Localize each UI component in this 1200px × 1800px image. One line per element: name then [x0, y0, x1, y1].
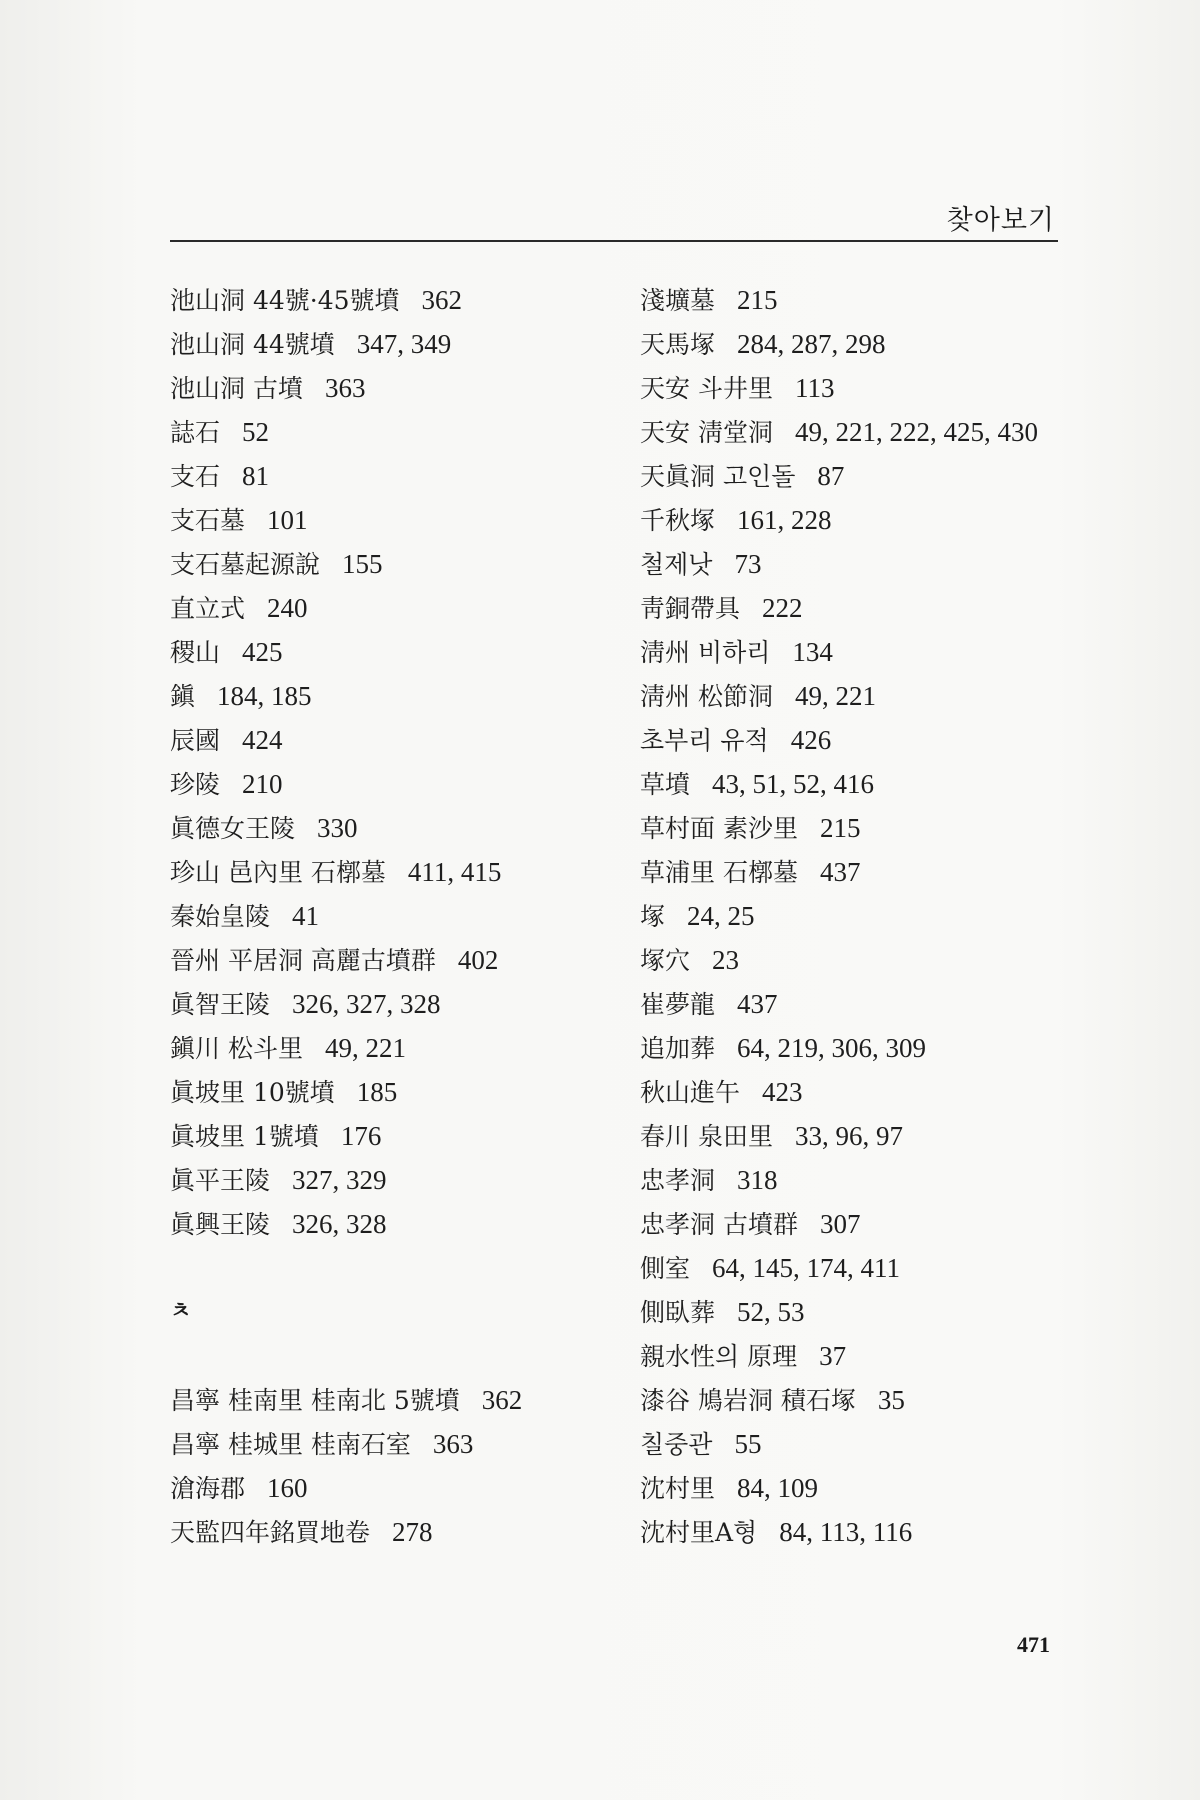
- index-entry: [640, 1334, 1080, 1378]
- index-page-refs: 425: [242, 637, 283, 667]
- index-page-refs: 363: [324, 373, 366, 403]
- index-page-refs: 37: [819, 1341, 847, 1371]
- index-page-refs: 284, 287, 298: [737, 329, 886, 359]
- index-page-refs: 402: [457, 945, 499, 975]
- index-term: 滄海郡: [170, 1474, 246, 1503]
- index-entry: [170, 278, 610, 322]
- index-entry: [170, 806, 610, 850]
- index-entry: [170, 850, 610, 894]
- index-page-refs: 362: [481, 1385, 523, 1415]
- index-page-refs: 134: [792, 637, 833, 667]
- index-page-refs: 240: [267, 593, 308, 623]
- index-term: 漆谷 鳩岩洞 積石塚: [640, 1386, 856, 1415]
- index-entry: [170, 454, 610, 498]
- index-page-refs: 24, 25: [687, 901, 755, 931]
- index-term: 親水性의 原理: [640, 1342, 798, 1371]
- index-term: 秋山進午: [640, 1078, 741, 1107]
- index-entry: [640, 806, 1080, 850]
- index-entry: [170, 1422, 610, 1466]
- index-page-refs: 326, 328: [292, 1209, 387, 1239]
- index-page-refs: 411, 415: [407, 857, 502, 887]
- index-page-refs: 278: [392, 1517, 433, 1547]
- index-term: 池山洞 44號墳: [170, 330, 335, 359]
- index-entry: [170, 894, 610, 938]
- index-page-refs: 113: [794, 373, 835, 403]
- page-number: 471: [1017, 1632, 1050, 1657]
- index-page-refs: 363: [432, 1429, 474, 1459]
- index-page-refs: 423: [762, 1077, 803, 1107]
- index-term: 草村面 素沙里: [640, 814, 798, 843]
- index-page-refs: 73: [734, 549, 762, 579]
- index-term: 淺壙墓: [640, 286, 716, 315]
- index-term: 沈村里: [640, 1474, 716, 1503]
- index-term: 側臥葬: [640, 1298, 716, 1327]
- running-head: 찾아보기: [946, 205, 1055, 236]
- index-page-refs: 327, 329: [292, 1165, 387, 1195]
- index-entry: [170, 1114, 610, 1158]
- index-entry: [640, 1290, 1080, 1334]
- index-entry: [640, 1202, 1080, 1246]
- index-entry: [640, 762, 1080, 806]
- index-entry: [640, 586, 1080, 630]
- index-page-refs: 41: [292, 901, 320, 931]
- index-term: 塚: [640, 902, 666, 931]
- index-term: 池山洞 44號·45號墳: [170, 286, 400, 315]
- index-entry: [170, 1026, 610, 1070]
- index-term: 眞平王陵: [170, 1166, 271, 1195]
- index-entry: [640, 498, 1080, 542]
- index-page-refs: 49, 221: [324, 1033, 406, 1063]
- index-term: 眞坡里 10號墳: [170, 1078, 335, 1107]
- index-page-refs: 35: [877, 1385, 905, 1415]
- index-entry: [640, 718, 1080, 762]
- index-term: 眞坡里 1號墳: [170, 1122, 319, 1151]
- index-entry: [640, 630, 1080, 674]
- index-term: 追加葬: [640, 1034, 716, 1063]
- index-page-refs: 84, 109: [737, 1473, 819, 1503]
- index-term: 忠孝洞: [640, 1166, 716, 1195]
- index-entry: [170, 718, 610, 762]
- index-page-refs: 43, 51, 52, 416: [712, 769, 875, 799]
- index-page-refs: 307: [819, 1209, 861, 1239]
- index-entry: [640, 366, 1080, 410]
- index-term: 千秋塚: [640, 506, 716, 535]
- index-term: 稷山: [170, 638, 221, 667]
- index-term: 天安 斗井里: [640, 374, 773, 403]
- index-term: 側室: [640, 1254, 691, 1283]
- index-term: 眞智王陵: [170, 990, 271, 1019]
- index-term: 珍山 邑內里 石槨墓: [170, 858, 386, 887]
- index-page-refs: 49, 221, 222, 425, 430: [794, 417, 1038, 447]
- index-page-refs: 210: [242, 769, 283, 799]
- index-entry: [170, 1070, 610, 1114]
- index-page-refs: 318: [737, 1165, 778, 1195]
- index-page-refs: 64, 219, 306, 309: [737, 1033, 927, 1063]
- index-page-refs: 64, 145, 174, 411: [712, 1253, 901, 1283]
- index-page-refs: 362: [421, 285, 463, 315]
- index-page-refs: 81: [242, 461, 270, 491]
- index-entry: [640, 894, 1080, 938]
- index-term: 철제낫: [640, 550, 713, 579]
- index-entry: [640, 850, 1080, 894]
- index-column-right: [640, 278, 1080, 1554]
- index-entry: [640, 1510, 1080, 1554]
- index-entry: [170, 938, 610, 982]
- index-page-refs: 161, 228: [737, 505, 832, 535]
- index-term: 天眞洞 고인돌: [640, 462, 796, 491]
- header-rule: [170, 240, 1058, 242]
- index-entry: [170, 542, 610, 586]
- section-spacer: [170, 1246, 610, 1290]
- index-page-refs: 184, 185: [217, 681, 312, 711]
- index-page-refs: 426: [790, 725, 832, 755]
- index-term: 天監四年銘買地卷: [170, 1518, 371, 1547]
- index-page-refs: 52, 53: [737, 1297, 805, 1327]
- index-term: 眞德女王陵: [170, 814, 296, 843]
- index-term: 直立式: [170, 594, 246, 623]
- index-term: 塚穴: [640, 946, 691, 975]
- index-page-refs: 437: [737, 989, 778, 1019]
- index-entry: [170, 762, 610, 806]
- index-term: 支石墓起源說: [170, 550, 321, 579]
- index-term: 晉州 平居洞 高麗古墳群: [170, 946, 436, 975]
- index-entry: [640, 1378, 1080, 1422]
- index-entry: [170, 322, 610, 366]
- index-entry: [640, 1422, 1080, 1466]
- index-term: 草墳: [640, 770, 691, 799]
- index-page-refs: 23: [712, 945, 740, 975]
- index-entry: [640, 1246, 1080, 1290]
- index-entry: [170, 1466, 610, 1510]
- index-term: 珍陵: [170, 770, 221, 799]
- index-entry: [640, 1466, 1080, 1510]
- index-entry: [640, 278, 1080, 322]
- index-page-refs: 185: [356, 1077, 398, 1107]
- index-entry: [640, 1114, 1080, 1158]
- index-term: 草浦里 石槨墓: [640, 858, 798, 887]
- index-page-refs: 52: [242, 417, 270, 447]
- index-entry: [640, 542, 1080, 586]
- index-page-refs: 155: [342, 549, 383, 579]
- index-entry: [640, 454, 1080, 498]
- index-entry: [640, 322, 1080, 366]
- index-entry: [640, 938, 1080, 982]
- index-entry: [170, 982, 610, 1026]
- index-entry: [170, 498, 610, 542]
- index-term: 淸州 松節洞: [640, 682, 773, 711]
- index-entry: [640, 410, 1080, 454]
- index-page-refs: 87: [817, 461, 845, 491]
- index-page-refs: 215: [737, 285, 778, 315]
- index-page-refs: 49, 221: [794, 681, 876, 711]
- index-page-refs: 222: [762, 593, 803, 623]
- index-entry: [640, 1158, 1080, 1202]
- index-entry: [170, 366, 610, 410]
- index-term: 天馬塚: [640, 330, 716, 359]
- index-term: 淸州 비하리: [640, 638, 771, 667]
- index-page-refs: 215: [819, 813, 861, 843]
- index-page-refs: 330: [317, 813, 358, 843]
- section-heading: ㅊ: [170, 1299, 192, 1324]
- index-term: 崔夢龍: [640, 990, 716, 1019]
- index-term: 鎭川 松斗里: [170, 1034, 303, 1063]
- index-entry: [170, 1510, 610, 1554]
- index-entry: [170, 630, 610, 674]
- index-term: 昌寧 桂南里 桂南北 5號墳: [170, 1386, 460, 1415]
- index-entry: [640, 1026, 1080, 1070]
- index-term: 靑銅帶具: [640, 594, 741, 623]
- index-term: 초부리 유적: [640, 726, 769, 755]
- index-term: 池山洞 古墳: [170, 374, 303, 403]
- index-page-refs: 176: [340, 1121, 382, 1151]
- index-entry: [170, 586, 610, 630]
- index-entry: [640, 982, 1080, 1026]
- index-term: 天安 淸堂洞: [640, 418, 773, 447]
- index-term: 支石: [170, 462, 221, 491]
- index-term: 誌石: [170, 418, 221, 447]
- index-page-refs: 33, 96, 97: [794, 1121, 903, 1151]
- index-term: 昌寧 桂城里 桂南石室: [170, 1430, 411, 1459]
- index-entry: [170, 1158, 610, 1202]
- index-page-refs: 326, 327, 328: [292, 989, 441, 1019]
- index-page-refs: 84, 113, 116: [779, 1517, 913, 1547]
- section-spacer: [170, 1334, 610, 1378]
- index-entry: [640, 674, 1080, 718]
- index-entry: [170, 1202, 610, 1246]
- index-page-refs: 347, 349: [356, 329, 452, 359]
- index-term: 칠중관: [640, 1430, 713, 1459]
- index-term: 春川 泉田里: [640, 1122, 773, 1151]
- index-term: 忠孝洞 古墳群: [640, 1210, 798, 1239]
- index-page-refs: 437: [819, 857, 861, 887]
- index-term: 沈村里A형: [640, 1518, 758, 1547]
- index-page-refs: 424: [242, 725, 283, 755]
- index-column-left: [170, 278, 610, 1554]
- index-term: 支石墓: [170, 506, 246, 535]
- index-page-refs: 160: [267, 1473, 308, 1503]
- index-entry: [170, 674, 610, 718]
- index-term: 鎭: [170, 682, 196, 711]
- index-term: 辰國: [170, 726, 221, 755]
- index-entry: [170, 410, 610, 454]
- index-term: 眞興王陵: [170, 1210, 271, 1239]
- index-page-refs: 101: [267, 505, 308, 535]
- index-page-refs: 55: [734, 1429, 762, 1459]
- index-entry: [640, 1070, 1080, 1114]
- index-entry: [170, 1378, 610, 1422]
- index-term: 秦始皇陵: [170, 902, 271, 931]
